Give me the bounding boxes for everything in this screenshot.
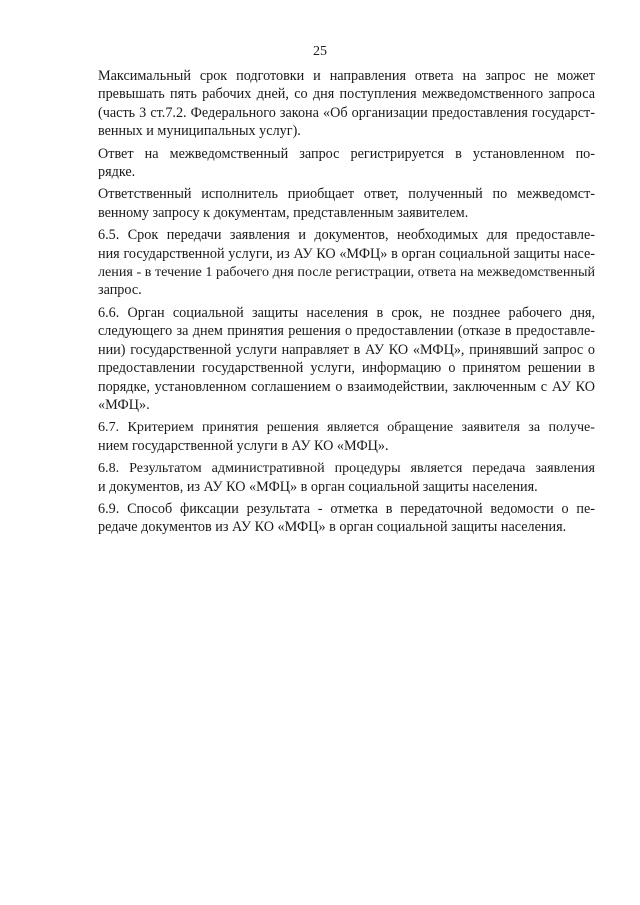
text-line: 6.5. Срок передачи заявления и документов, необходимых для предоставле- bbox=[98, 227, 595, 244]
text-line: Ответ на межведомственный запрос регистрируется в установленном по- bbox=[98, 145, 595, 162]
text-line: ния государственной услуги, из АУ КО «МФЦ» в орган социальной защиты насе- bbox=[98, 245, 595, 262]
paragraph-6-5 bbox=[61, 226, 595, 300]
paragraph-6-7 bbox=[61, 418, 595, 455]
text-line: нии) государственной услуги направляет в АУ КО «МФЦ», принявший запрос о bbox=[98, 341, 595, 358]
text-line: 6.7. Критерием принятия решения является обращение заявителя за получе- bbox=[98, 419, 595, 436]
text-line: 6.9. Способ фиксации результата - отметка в передаточной ведомости о пе- bbox=[98, 500, 595, 517]
text-line: (часть 3 ст.7.2. Федерального закона «Об организации предоставления государст- bbox=[98, 104, 595, 121]
text-line: Ответственный исполнитель приобщает ответ, полученный по межведомст- bbox=[98, 186, 595, 203]
paragraph-6-9 bbox=[61, 500, 595, 537]
text-line: венных и муниципальных услуг). bbox=[98, 123, 301, 140]
paragraph-response-deadline bbox=[61, 67, 595, 141]
text-line: превышать пять рабочих дней, со дня поступления межведомственного запроса bbox=[98, 86, 595, 103]
text-line: 6.8. Результатом административной процедуры является передача заявления bbox=[98, 460, 595, 477]
text-line: ления - в течение 1 рабочего дня после регистрации, ответа на межведомственный bbox=[98, 264, 595, 281]
paragraph-6-8 bbox=[61, 459, 595, 496]
text-line: редаче документов из АУ КО «МФЦ» в орган социальной защиты населения. bbox=[98, 519, 567, 536]
text-line: следующего за днем принятия решения о предоставлении (отказе в предоставле- bbox=[98, 323, 595, 340]
text-line: Максимальный срок подготовки и направления ответа на запрос не может bbox=[98, 68, 595, 84]
text-line: нием государственной услуги в АУ КО «МФЦ». bbox=[98, 437, 389, 454]
text-line: запрос. bbox=[98, 282, 142, 299]
text-line: порядке, установленном соглашением о взаимодействии, заключенным с АУ КО bbox=[98, 378, 595, 395]
paragraph-response-registration bbox=[61, 145, 595, 182]
document-body bbox=[61, 67, 595, 541]
paragraph-6-6 bbox=[61, 304, 595, 414]
text-line: и документов, из АУ КО «МФЦ» в орган социальной защиты населения. bbox=[98, 478, 538, 495]
text-line: «МФЦ». bbox=[98, 396, 150, 413]
text-line: рядке. bbox=[98, 164, 136, 181]
text-line: венному запросу к документам, представленным заявителем. bbox=[98, 204, 469, 221]
text-line: предоставлении государственной услуги, информацию о принятом решении в bbox=[98, 360, 595, 377]
page-number: 25 bbox=[313, 44, 327, 59]
text-line: 6.6. Орган социальной защиты населения в срок, не позднее рабочего дня, bbox=[98, 304, 595, 321]
paragraph-executor-attaches bbox=[61, 185, 595, 222]
